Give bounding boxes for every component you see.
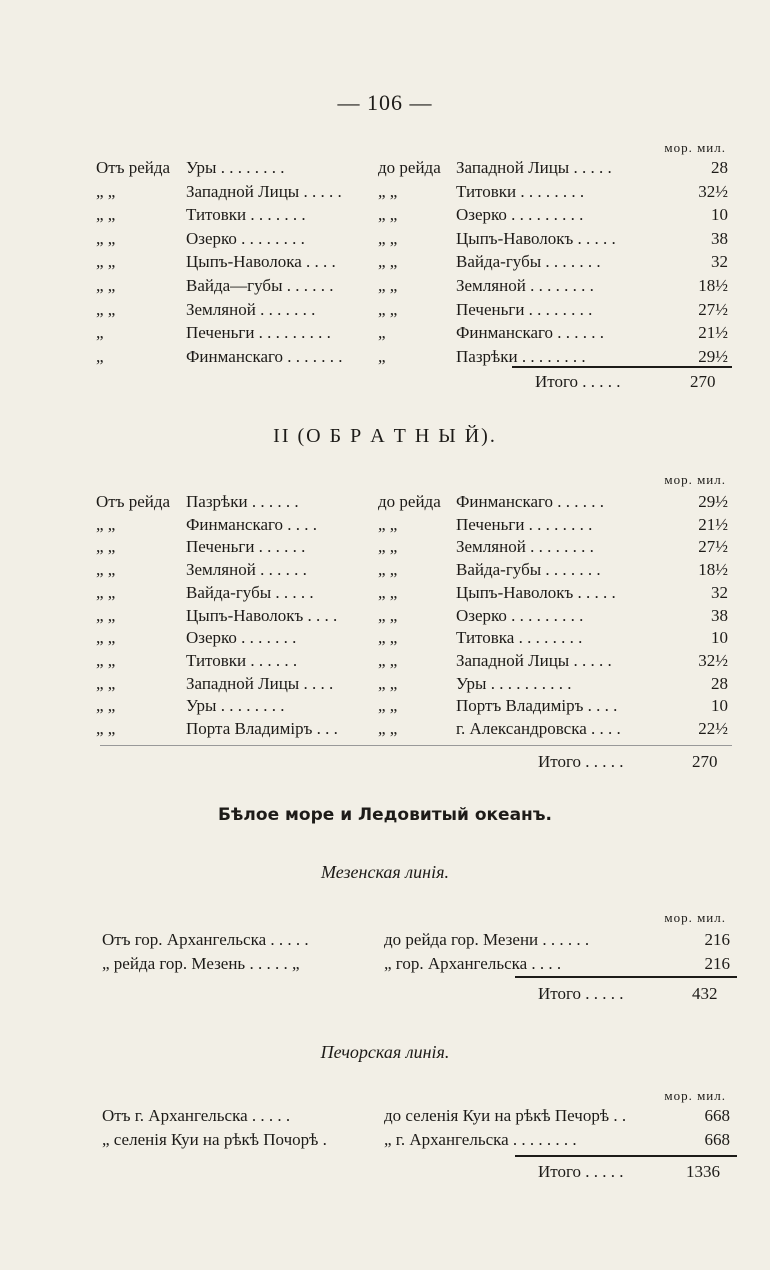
row-connector: „ „ bbox=[378, 252, 398, 272]
table-row bbox=[96, 300, 736, 324]
row-distance: 32 bbox=[711, 582, 728, 602]
row-prefix: „ „ bbox=[96, 252, 116, 272]
row-origin: Земляной . . . . . . bbox=[186, 560, 307, 580]
row-destination: Пазрѣки . . . . . . . . bbox=[456, 346, 586, 366]
unit-label: мор. мил. bbox=[664, 472, 726, 487]
row-prefix: „ „ bbox=[96, 719, 116, 738]
row-origin: Уры . . . . . . . . bbox=[186, 158, 285, 177]
row-destination: Финманскаго . . . . . . bbox=[456, 323, 605, 343]
table-row bbox=[102, 1106, 734, 1130]
row-prefix: „ „ bbox=[96, 299, 116, 319]
row-distance: 668 bbox=[704, 1130, 730, 1149]
row-origin: Отъ гор. Архангельска . . . . . bbox=[102, 930, 309, 949]
row-connector: „ „ bbox=[378, 299, 398, 319]
total-value: 270 bbox=[692, 752, 718, 771]
total-label: Итого . . . . . bbox=[538, 1162, 624, 1181]
table-row bbox=[96, 583, 736, 607]
row-distance: 32½ bbox=[698, 650, 728, 670]
row-prefix: „ „ bbox=[96, 673, 116, 693]
row-connector: „ bbox=[378, 346, 386, 366]
row-prefix: „ „ bbox=[96, 537, 116, 557]
row-prefix: „ bbox=[96, 323, 104, 343]
row-destination: Земляной . . . . . . . . bbox=[456, 276, 594, 295]
row-origin: Вайда—губы . . . . . . bbox=[186, 276, 334, 295]
row-origin: Озерко . . . . . . . bbox=[186, 628, 297, 648]
row-prefix: „ „ bbox=[96, 514, 116, 534]
table-row bbox=[96, 182, 736, 206]
row-origin: „ селенія Куи на рѣкѣ Почорѣ . bbox=[102, 1130, 327, 1149]
row-destination: Западной Лицы . . . . . bbox=[456, 650, 612, 670]
row-distance: 21½ bbox=[698, 514, 728, 534]
row-connector: до рейда bbox=[378, 492, 441, 511]
row-distance: 216 bbox=[704, 930, 730, 949]
row-prefix: „ „ bbox=[96, 605, 116, 625]
table-row bbox=[96, 158, 736, 182]
row-distance: 28 bbox=[711, 158, 728, 177]
row-prefix: „ „ bbox=[96, 628, 116, 648]
total-rule bbox=[515, 1155, 737, 1157]
row-prefix: „ „ bbox=[96, 181, 116, 201]
table-row bbox=[96, 674, 736, 698]
table-row bbox=[102, 954, 734, 978]
row-distance: 21½ bbox=[698, 323, 728, 343]
row-connector: „ „ bbox=[378, 719, 398, 738]
row-prefix: „ „ bbox=[96, 650, 116, 670]
line-title: Печорская линія. bbox=[320, 1042, 450, 1062]
table-row bbox=[96, 205, 736, 229]
row-prefix: „ „ bbox=[96, 228, 116, 248]
row-connector: „ „ bbox=[378, 605, 398, 625]
row-distance: 32½ bbox=[698, 181, 728, 201]
row-destination: до рейда гор. Мезени . . . . . . bbox=[384, 930, 590, 949]
row-distance: 28 bbox=[711, 673, 728, 693]
row-origin: Цыпъ-Наволока . . . . bbox=[186, 252, 336, 272]
row-origin: „ рейда гор. Мезень . . . . . „ bbox=[102, 954, 300, 973]
row-connector: „ „ bbox=[378, 673, 398, 693]
row-origin: Пазрѣки . . . . . . bbox=[186, 492, 299, 511]
region-title: Бѣлое море и Ледовитый океанъ. bbox=[217, 805, 553, 825]
total-value: 270 bbox=[690, 372, 716, 391]
row-distance: 668 bbox=[704, 1106, 730, 1125]
row-prefix: „ „ bbox=[96, 560, 116, 580]
table-row bbox=[96, 515, 736, 539]
row-prefix: „ „ bbox=[96, 276, 116, 295]
row-connector: „ „ bbox=[378, 628, 398, 648]
row-distance: 38 bbox=[711, 228, 728, 248]
line-title: Мезенская линія. bbox=[321, 862, 449, 882]
table-row bbox=[96, 323, 736, 347]
row-origin: Отъ г. Архангельска . . . . . bbox=[102, 1106, 291, 1125]
row-origin: Порта Владиміръ . . . bbox=[186, 719, 338, 738]
row-origin: Западной Лицы . . . . . bbox=[186, 181, 342, 201]
row-distance: 27½ bbox=[698, 537, 728, 557]
row-connector: „ „ bbox=[378, 181, 398, 201]
row-connector: „ „ bbox=[378, 205, 398, 225]
row-destination: г. Александровска . . . . bbox=[456, 719, 621, 738]
row-origin: Озерко . . . . . . . . bbox=[186, 228, 305, 248]
table-row bbox=[96, 537, 736, 561]
row-connector: „ „ bbox=[378, 650, 398, 670]
row-origin: Уры . . . . . . . . bbox=[186, 696, 285, 716]
row-connector: „ bbox=[378, 323, 386, 343]
row-origin: Цыпъ-Наволокъ . . . . bbox=[186, 605, 338, 625]
total-rule bbox=[515, 976, 737, 978]
row-prefix: „ bbox=[96, 346, 104, 366]
total-label: Итого . . . . . bbox=[538, 752, 624, 771]
table-row bbox=[96, 492, 736, 516]
row-distance: 10 bbox=[711, 205, 728, 225]
total-value: 1336 bbox=[686, 1162, 720, 1181]
row-connector: „ „ bbox=[378, 537, 398, 557]
row-destination: Титовка . . . . . . . . bbox=[456, 628, 583, 648]
page-number: — 106 — bbox=[337, 90, 433, 115]
unit-label: мор. мил. bbox=[664, 140, 726, 155]
row-destination: до селенія Куи на рѣкѣ Печорѣ . . bbox=[384, 1106, 627, 1125]
row-destination: Озерко . . . . . . . . . bbox=[456, 205, 584, 225]
unit-label: мор. мил. bbox=[664, 1088, 726, 1103]
row-distance: 38 bbox=[711, 605, 728, 625]
row-connector: „ „ bbox=[378, 228, 398, 248]
section-title: II (О Б Р А Т Н Ы Й). bbox=[273, 425, 497, 447]
table-row bbox=[96, 276, 736, 300]
row-connector: „ „ bbox=[378, 514, 398, 534]
row-connector: „ „ bbox=[378, 696, 398, 716]
row-destination: Портъ Владиміръ . . . . bbox=[456, 696, 618, 716]
row-prefix: Отъ рейда bbox=[96, 158, 171, 177]
total-label: Итого . . . . . bbox=[535, 372, 621, 391]
row-prefix: „ „ bbox=[96, 582, 116, 602]
row-distance: 29½ bbox=[698, 346, 728, 366]
row-destination: Финманскаго . . . . . . bbox=[456, 492, 605, 511]
row-destination: Цыпъ-Наволокъ . . . . . bbox=[456, 228, 616, 248]
table-row bbox=[96, 252, 736, 276]
row-destination: Печеньги . . . . . . . . bbox=[456, 299, 593, 319]
row-origin: Печеньги . . . . . . bbox=[186, 537, 306, 557]
table-row bbox=[102, 930, 734, 954]
total-value: 432 bbox=[692, 984, 718, 1003]
table-row bbox=[96, 606, 736, 630]
row-destination: Вайда-губы . . . . . . . bbox=[456, 252, 601, 272]
table-row bbox=[96, 628, 736, 652]
row-origin: Земляной . . . . . . . bbox=[186, 299, 316, 319]
row-destination: Вайда-губы . . . . . . . bbox=[456, 560, 601, 580]
row-connector: „ „ bbox=[378, 582, 398, 602]
row-distance: 18½ bbox=[698, 560, 728, 580]
divider bbox=[100, 745, 732, 746]
row-origin: Финманскаго . . . . . . . bbox=[186, 346, 343, 366]
row-destination: Западной Лицы . . . . . bbox=[456, 158, 612, 177]
row-distance: 32 bbox=[711, 252, 728, 272]
row-distance: 18½ bbox=[698, 276, 728, 295]
row-origin: Печеньги . . . . . . . . . bbox=[186, 323, 331, 343]
row-connector: до рейда bbox=[378, 158, 441, 177]
row-prefix: „ „ bbox=[96, 696, 116, 716]
row-distance: 10 bbox=[711, 696, 728, 716]
row-origin: Титовки . . . . . . bbox=[186, 650, 298, 670]
row-destination: Земляной . . . . . . . . bbox=[456, 537, 594, 557]
row-destination: „ г. Архангельска . . . . . . . . bbox=[384, 1130, 577, 1149]
row-origin: Титовки . . . . . . . bbox=[186, 205, 306, 225]
table-row bbox=[96, 651, 736, 675]
row-origin: Финманскаго . . . . bbox=[186, 514, 318, 534]
row-distance: 22½ bbox=[698, 719, 728, 738]
table-row bbox=[96, 696, 736, 720]
row-destination: Озерко . . . . . . . . . bbox=[456, 605, 584, 625]
table-row bbox=[96, 719, 736, 743]
row-destination: Титовки . . . . . . . . bbox=[456, 181, 585, 201]
total-label: Итого . . . . . bbox=[538, 984, 624, 1003]
row-distance: 27½ bbox=[698, 299, 728, 319]
row-origin: Западной Лицы . . . . bbox=[186, 673, 334, 693]
row-destination: Уры . . . . . . . . . . bbox=[456, 673, 572, 693]
row-distance: 29½ bbox=[698, 492, 728, 511]
row-prefix: Отъ рейда bbox=[96, 492, 171, 511]
row-distance: 10 bbox=[711, 628, 728, 648]
table-row bbox=[96, 560, 736, 584]
row-connector: „ „ bbox=[378, 560, 398, 580]
row-origin: Вайда-губы . . . . . bbox=[186, 582, 314, 602]
row-destination: „ гор. Архангельска . . . . bbox=[384, 954, 562, 973]
row-prefix: „ „ bbox=[96, 205, 116, 225]
table-row bbox=[96, 229, 736, 253]
unit-label: мор. мил. bbox=[664, 910, 726, 925]
row-destination: Цыпъ-Наволокъ . . . . . bbox=[456, 582, 616, 602]
row-distance: 216 bbox=[704, 954, 730, 973]
table-row bbox=[102, 1130, 734, 1154]
row-connector: „ „ bbox=[378, 276, 398, 295]
row-destination: Печеньги . . . . . . . . bbox=[456, 514, 593, 534]
total-rule bbox=[512, 366, 732, 368]
